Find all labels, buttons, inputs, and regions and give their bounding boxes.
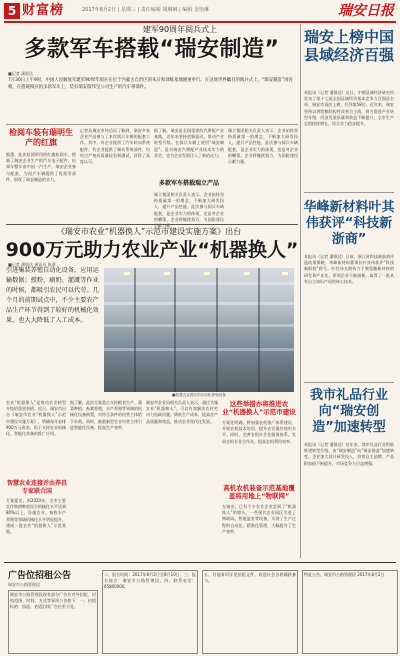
middle-story-col1: 农业“机器换人”是推动农业转型升级的重要举措。近日，瑞安市出台《瑞安市农业“机器换人”示范市建设实施方案》，明确每年安排900万元资金，用于支持农业机械化、智能化装备的推广应用。 — [6, 400, 66, 437]
middle-story-subhead-1: 这些举措亦将推进农业“机器换人”示范市建设 — [222, 400, 296, 416]
right-story2-text: 本报讯（记者 潘银达）日前，浙江省科技新浙商评选结果揭晓，华峰新材料董事长叶其伟获评“科技新浙商”称号。叶其伟长期致力于聚氨酯新材料的研发和产业化，带领企业不断创新，取得了一批具有自主知识产权的核心技术。 — [304, 254, 394, 284]
top-story-col2: 记者从瑞安市经信局了解到，瑞安多家企业产品参与了本次阅兵车辆的配套工作。其中，有企业提供了汽车转向系统配件，有企业提供了制动系统部件，均经过严格的质量检验和测试，获得了高度认可。 — [80, 128, 150, 165]
dateline: 2017年8月2日 | 星期三 | 责任编辑 胡琳琳 | 编辑 金艳琳 — [82, 7, 209, 13]
top-story-col4: 瑞立集团相关负责人表示，企业始终坚持质量第一的理念，不断加大研发投入，提升产品性能。此次参与阅兵车辆配套，是企业实力的体现，也是对企业的鞭策，企业将继续努力，为国防建设贡献力量。 — [228, 128, 298, 165]
ad-subtitle: 瑞安市公路管理段 — [8, 582, 40, 587]
top-story-byline: ■记者 潘银达 — [8, 71, 34, 76]
top-story-col3: 据了解，瑞安是全国重要的汽摩配产业基地，近年来坚持创新驱动，推动产业转型升级。在阅兵车辆上使用“瑞安制造”，是对瑞安汽摩配产业技术实力的肯定，也为企业发展注入了新的动力。 — [154, 128, 224, 158]
section-title: 财富榜 — [22, 3, 65, 18]
right-story1-headline: 瑞安上榜中国县域经济百强 — [303, 28, 394, 64]
divider — [304, 192, 394, 193]
ad-col4: 特此公告。瑞安市公路管理段 2017年8月2日 — [302, 570, 398, 654]
middle-story-subhead-2: 高机农机装备示范基地覆盖将用地上“物联网” — [223, 484, 295, 500]
right-story2-headline: 华峰新材料叶其伟获评“科技新浙商” — [303, 200, 395, 247]
middle-story-headline: 900万元助力农业产业“机器换人” — [5, 239, 299, 261]
top-story-headline: 多款军车搭载“瑞安制造” — [24, 37, 280, 62]
right-story3-headline: 我市礼品行业向“瑞安创造”加速转型 — [309, 388, 388, 435]
middle-story-col1b: 方案提出，到2020年，全市主要农作物耕种收综合机械化水平达到80%以上，设施农业、畜牧水产养殖等领域机械化水平明显提升，建成一批农业“机器换人”示范基地。 — [6, 498, 66, 535]
divider — [4, 562, 396, 563]
ad-col2: 二、报名时间：2017年8月2日至8月10日。三、报名地点：瑞安市公路管理段。四、联系电话：65800000。 — [102, 570, 198, 654]
top-story-side-title: 检阅车装有瑞明生产的红旗 — [9, 128, 73, 147]
photo-caption: ■智慧农业园区的自动化养殖设备 — [172, 393, 226, 397]
page-number: 5 — [4, 3, 20, 19]
middle-story-col4b: 在瑞安，已有不少农业企业尝到了“机器换人”的甜头。一些现代农业园区引进了物联网、智能温室等设备，实现了生产过程的自动化、精准化管理，大幅提升了生产效率。 — [222, 504, 296, 534]
ad-col3: 五、其他事项详见招租文件，欢迎社会各界踊跃参与。 — [202, 570, 298, 654]
ad-col1: 瑞安市公路管理段现有部分广告位对外招租，招租范围、时间、方式等事项公告如下：一、招租标的：国道、省道沿线广告位若干处。 — [8, 590, 98, 654]
right-story3-text: 本报讯（记者 潘银达）近年来，我市礼品行业积极推进转型升级，由“瑞安制造”向“瑞安创造”加速转变。企业加大设计研发投入，培育自主品牌，产品附加值不断提升，市场竞争力日益增强。 — [304, 442, 394, 466]
farm-photo — [104, 268, 294, 392]
divider — [6, 224, 298, 225]
middle-story-col2: 据了解，此次方案重点支持粮食生产、蔬菜种植、畜禽养殖、水产养殖等领域的机械化设备购置，对符合条件的经营主体给予补助。同时，鼓励新型农业经营主体引进智能化设备，提高生产效率。 — [70, 400, 142, 430]
right-story1-text: 本报讯（记者 潘银达）近日，中郡县域经济研究所发布了第十七届全国县域经济基本竞争力百强县名单，瑞安市再次上榜，位列第58位。近年来，瑞安坚持以供给侧结构性改革为主线，着力推进产业转型升级，经济发展质量和效益不断提升，全市生产总值持续增长，综合实力稳步提升。 — [304, 90, 394, 127]
top-story-lead: 7月30日上午9时，中国人民解放军建军90周年阅兵在位于内蒙古自治区的朱日和训练基地隆重举行。在这场世界瞩目的阅兵式上，“瑞安制造”再亮相，在搭载阅兵的多款军车上，装有瑞安瑞邦宝公司生产的汽车零部件。 — [8, 78, 293, 90]
divider — [304, 382, 394, 383]
middle-story-col4: 方案还明确，将加强农机推广体系建设，开展农机技术培训，提升农民操作使用水平。同时，完善农机社会化服务体系，发展农机专业合作社，提高农机利用效率。 — [222, 420, 296, 444]
ad-title: 广告位招租公告 — [8, 571, 72, 581]
header-rule — [4, 21, 396, 23]
divider — [6, 124, 298, 125]
middle-story-col1-subhead: 智慧农业连接并由养昌专家联合国 — [6, 480, 67, 495]
middle-story-kicker: 《瑞安市农业“机器换人”示范市建设实施方案》出台 — [56, 227, 242, 236]
middle-story-byline: ■记者 潘银达 通讯员 陈道 — [8, 262, 56, 267]
top-story-side-text: 据悉，此次检阅所用的红旗检阅车，搭载了瑞安企业生产的汽车电子配件。检阅车整车由中国一汽生产，瑞安企业参与配套，为国产车辆提供了优质零部件，展现了瑞安制造的实力。 — [6, 152, 76, 182]
masthead-logo: 瑞安日报 — [338, 3, 394, 19]
top-story-col3-subhead: 多款军车搭载瑞立产品 — [158, 180, 219, 187]
top-story-col3b: 瑞立集团相关负责人表示，企业始终坚持质量第一的理念，不断加大研发投入，提升产品性能。此次参与阅兵车辆配套，是企业实力的体现，也是对企业的鞭策，企业将继续努力，为国防建设贡献力量。 — [154, 192, 224, 229]
middle-story-lead-quote: 引进集装养殖自动化设备，应用运输数据；授粉、刷奶、灌溉等作业的时候，都吸引农民可以代劳。几个月的前期试点中，不少主要农产品生产环节得到了较好的机械化效果，也大大降低了人工成本。 — [6, 267, 99, 324]
top-story-kicker: 建军90周年阅兵式上 — [142, 25, 218, 34]
column-rule — [300, 24, 301, 558]
middle-story-col3: 瑞安市农业局相关负责人表示，通过实施农业“机器换人”，可以有效解决农村劳动力短缺问题，降低生产成本，提高农产品质量和效益，推动农业现代化发展。 — [146, 400, 218, 424]
